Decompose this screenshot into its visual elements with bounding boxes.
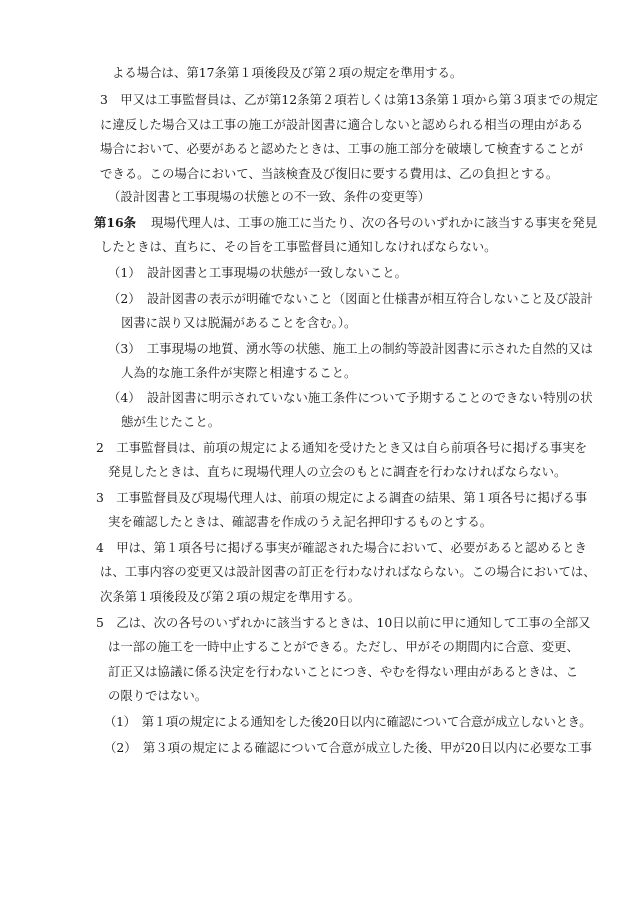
- item-4: （4） 設計図書に明示されていない施工条件について予期することのできない特別の状: [108, 390, 593, 405]
- sub-item-2: （2） 第３項の規定による確認について合意が成立した後、甲が20日以内に必要な工事: [104, 740, 593, 755]
- text-line: 現場代理人は、工事の施工に当たり、次の各号のいずれかに該当する事実を発見: [151, 215, 598, 230]
- text-line: 発見したときは、直ちに現場代理人の立会のもとに調査を行わなければならない。: [108, 464, 567, 479]
- text-line: 次条第１項後段及び第２項の規定を準用する。: [100, 589, 361, 604]
- text-line: したときは、直ちに、その旨を工事監督員に通知しなければならない。: [100, 239, 497, 254]
- text-line: できる。この場合において、当該検査及び復旧に要する費用は、乙の負担とする。: [100, 166, 559, 181]
- paragraph-2: 2 工事監督員は、前項の規定による通知を受けたとき又は自ら前項各号に掲げる事実を: [96, 440, 588, 455]
- paragraph-4: 4 甲は、第１項各号に掲げる事実が確認された場合において、必要があると認めるとき: [96, 540, 587, 555]
- text-line: に違反した場合又は工事の施工が設計図書に適合しないと認められる相当の理由がある: [100, 117, 584, 132]
- text-line: 場合において、必要があると認めたときは、工事の施工部分を破壊して検査することが: [100, 141, 583, 156]
- item-1: （1） 設計図書と工事現場の状態が一致しないこと。: [108, 265, 408, 280]
- text-line: 人為的な施工条件が実際と相違すること。: [121, 365, 357, 380]
- sub-item-1: （1） 第１項の規定による通知をした後20日以内に確認について合意が成立しないとき。: [104, 714, 592, 729]
- text-line: よる場合は、第17条第１項後段及び第２項の規定を準用する。: [112, 65, 463, 80]
- text-line: の限りではない。: [108, 688, 208, 703]
- paragraph-3: 3 甲又は工事監督員は、乙が第12条第２項若しくは第13条第１項から第３項までの規定: [100, 92, 598, 107]
- article-caption: （設計図書と工事現場の状態との不一致、条件の変更等）: [108, 189, 431, 204]
- text-line: 態が生じたこと。: [121, 414, 221, 429]
- text-line: 訂正又は協議に係る決定を行わないことにつき、やむを得ない理由があるときは、こ: [108, 664, 579, 679]
- article-16-line: [0, 213, 630, 233]
- paragraph-5: 5 乙は、次の各号のいずれかに該当するときは、10日以前に甲に通知して工事の全部又: [96, 615, 591, 630]
- text-line: 図書に誤り又は脱漏があることを含む。）。: [121, 315, 357, 330]
- article-number: 第16条: [94, 215, 137, 230]
- text-line: は、工事内容の変更又は設計図書の訂正を行わなければならない。この場合においては、: [100, 564, 596, 579]
- item-3: （3） 工事現場の地質、湧水等の状態、施工上の制約等設計図書に示された自然的又は: [108, 341, 593, 356]
- item-2: （2） 設計図書の表示が明確でないこと（図面と仕様書が相互符合しないこと及び設計: [108, 291, 593, 306]
- text-line: は一部の施工を一時中止することができる。ただし、甲がその期間内に合意、変更、: [108, 639, 579, 654]
- text-line: 実を確認したときは、確認書を作成のうえ記名押印するものとする。: [108, 514, 493, 529]
- paragraph-3b: 3 工事監督員及び現場代理人は、前項の規定による調査の結果、第１項各号に掲げる事: [96, 490, 588, 505]
